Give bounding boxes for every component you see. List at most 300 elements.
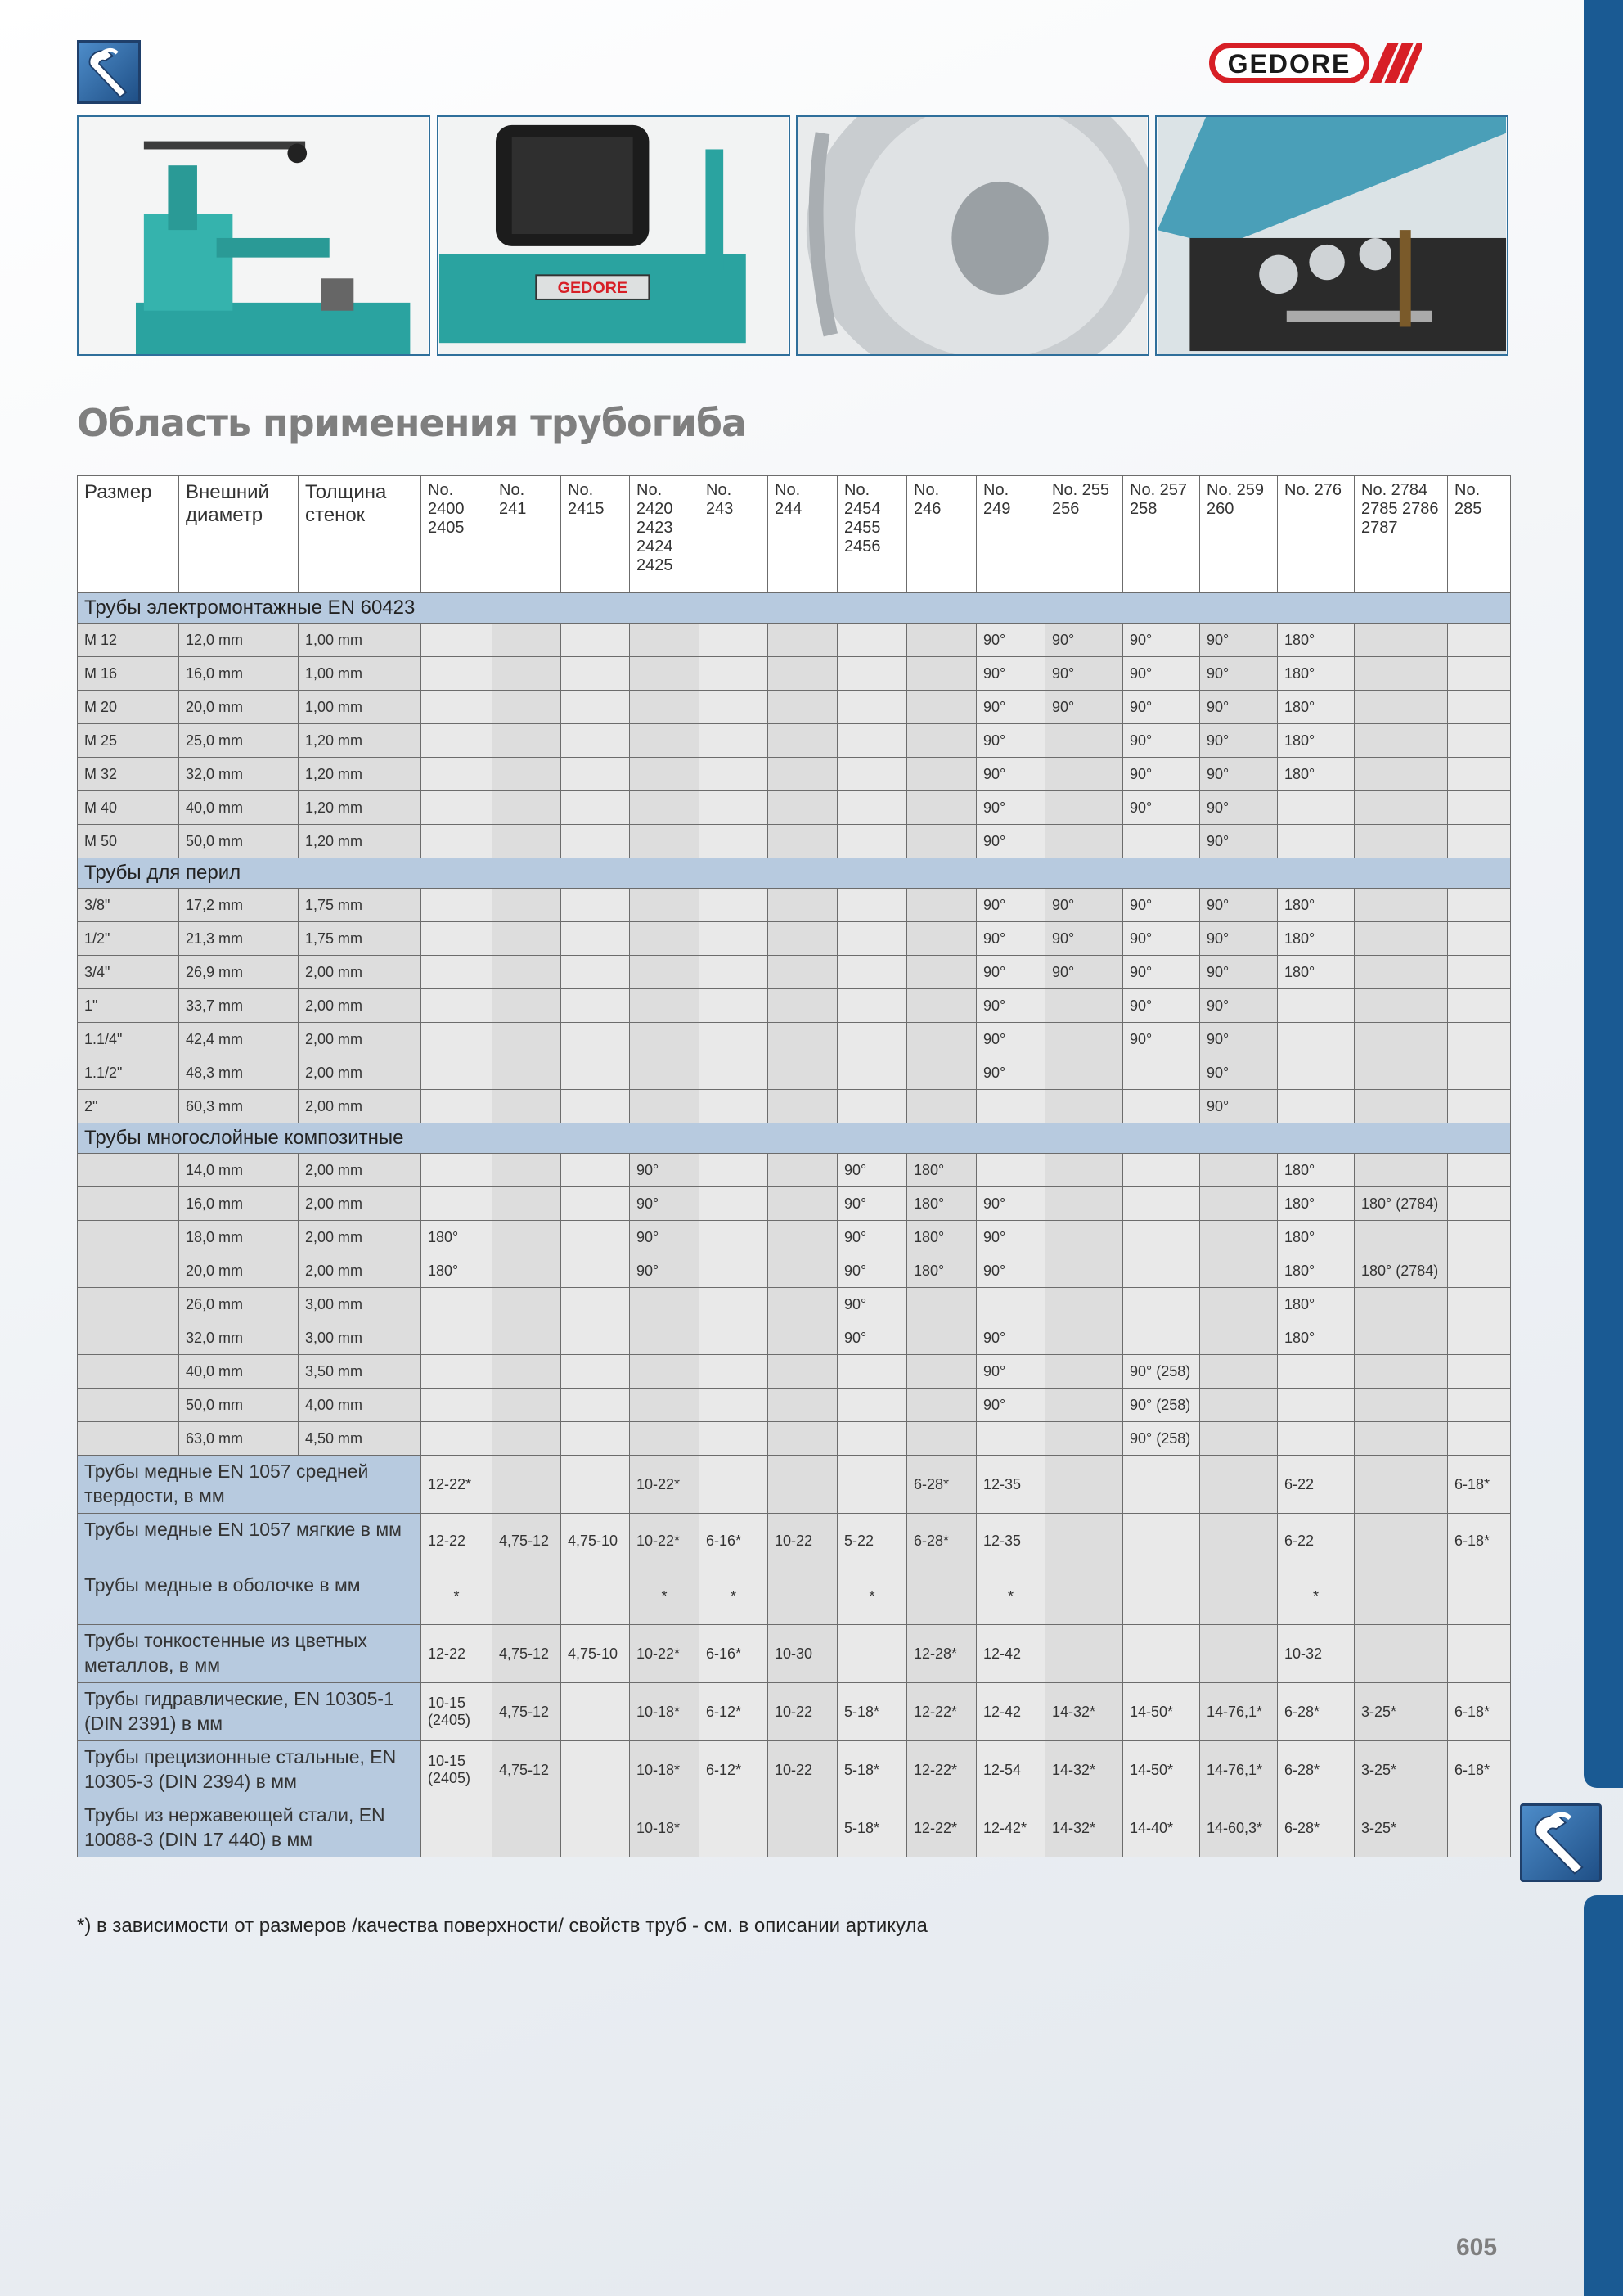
table-row — [78, 1254, 1511, 1288]
table-cell — [768, 657, 838, 691]
table-cell — [1448, 1288, 1511, 1321]
table-cell — [768, 691, 838, 724]
table-row — [78, 758, 1511, 791]
table-cell — [561, 889, 630, 922]
table-cell — [1448, 724, 1511, 758]
table-cell — [1123, 1625, 1200, 1683]
page-title: Область применения трубогиба — [77, 401, 746, 445]
table-cell — [1123, 1187, 1200, 1221]
table-cell: 20,0 mm — [179, 1254, 299, 1288]
table-cell — [699, 1799, 768, 1857]
table-cell — [421, 1154, 492, 1187]
table-cell: 10-22* — [630, 1625, 699, 1683]
table-cell: 90° (258) — [1123, 1389, 1200, 1422]
table-cell: 14,0 mm — [179, 1154, 299, 1187]
table-cell: 14-40* — [1123, 1799, 1200, 1857]
column-header: Толщина стенок — [299, 476, 421, 593]
table-cell: 3/8" — [78, 889, 179, 922]
table-cell: 180° — [907, 1187, 977, 1221]
table-cell — [561, 1683, 630, 1741]
table-cell: 1,00 mm — [299, 657, 421, 691]
table-cell — [699, 1355, 768, 1389]
table-cell: 90° — [977, 1056, 1045, 1090]
table-cell — [907, 624, 977, 657]
table-cell — [1355, 1056, 1448, 1090]
table-cell — [838, 1023, 907, 1056]
table-cell — [561, 1569, 630, 1625]
table-cell — [78, 1154, 179, 1187]
svg-text:GEDORE: GEDORE — [557, 279, 628, 298]
table-cell — [907, 1090, 977, 1123]
table-cell — [699, 1254, 768, 1288]
table-cell: 5-18* — [838, 1799, 907, 1857]
table-cell — [838, 922, 907, 956]
table-cell — [838, 889, 907, 922]
table-cell: 180° — [1278, 1288, 1355, 1321]
column-header: No. 285 — [1448, 476, 1511, 593]
table-cell — [1200, 1355, 1278, 1389]
table-cell: 90° — [977, 1254, 1045, 1288]
table-cell — [561, 691, 630, 724]
table-cell — [630, 1288, 699, 1321]
table-cell — [1448, 657, 1511, 691]
table-cell — [492, 1154, 561, 1187]
table-cell: 90° — [838, 1288, 907, 1321]
table-cell: 180° — [1278, 889, 1355, 922]
table-cell — [492, 1355, 561, 1389]
table-cell: 90° — [1200, 1056, 1278, 1090]
table-cell — [630, 956, 699, 989]
table-row — [78, 1221, 1511, 1254]
table-row — [78, 1288, 1511, 1321]
table-cell: 48,3 mm — [179, 1056, 299, 1090]
table-cell — [907, 1355, 977, 1389]
table-cell — [630, 624, 699, 657]
table-cell — [699, 791, 768, 825]
table-cell: 1/2" — [78, 922, 179, 956]
table-cell — [699, 1422, 768, 1456]
table-cell — [492, 825, 561, 858]
table-cell — [492, 1569, 561, 1625]
table-cell — [768, 1288, 838, 1321]
table-cell: 180° — [1278, 657, 1355, 691]
table-cell — [1045, 1321, 1123, 1355]
table-cell — [78, 1389, 179, 1422]
table-cell — [838, 724, 907, 758]
table-cell: 90° — [1123, 657, 1200, 691]
table-cell — [1355, 791, 1448, 825]
table-cell: 1.1/2" — [78, 1056, 179, 1090]
table-cell — [1278, 791, 1355, 825]
table-cell: 14-60,3* — [1200, 1799, 1278, 1857]
table-cell: 6-18* — [1448, 1683, 1511, 1741]
table-cell — [421, 1023, 492, 1056]
table-cell — [561, 1741, 630, 1799]
table-cell — [907, 1023, 977, 1056]
table-cell: 6-28* — [1278, 1683, 1355, 1741]
table-cell — [1123, 1090, 1200, 1123]
table-cell — [907, 1321, 977, 1355]
table-cell — [421, 825, 492, 858]
table-row — [78, 1422, 1511, 1456]
table-cell — [1278, 1422, 1355, 1456]
table-cell — [768, 1090, 838, 1123]
column-header: No. 2420 2423 2424 2425 — [630, 476, 699, 593]
table-cell: 14-76,1* — [1200, 1683, 1278, 1741]
table-cell — [907, 791, 977, 825]
column-header: Размер — [78, 476, 179, 593]
table-cell — [630, 1389, 699, 1422]
table-cell: 90° — [838, 1321, 907, 1355]
table-cell — [699, 1023, 768, 1056]
table-cell: 20,0 mm — [179, 691, 299, 724]
table-cell: 2,00 mm — [299, 1056, 421, 1090]
table-cell — [838, 825, 907, 858]
table-cell — [1448, 1154, 1511, 1187]
table-cell — [1278, 1090, 1355, 1123]
table-cell — [561, 1389, 630, 1422]
table-cell — [907, 1569, 977, 1625]
table-cell — [421, 1187, 492, 1221]
table-cell — [492, 1187, 561, 1221]
table-cell — [561, 624, 630, 657]
table-cell — [421, 1090, 492, 1123]
table-cell: * — [838, 1569, 907, 1625]
column-header: No. 244 — [768, 476, 838, 593]
table-cell: 3,50 mm — [299, 1355, 421, 1389]
table-cell — [838, 758, 907, 791]
table-cell — [977, 1288, 1045, 1321]
table-row — [78, 1321, 1511, 1355]
table-cell — [1355, 624, 1448, 657]
table-cell: 90° — [1200, 889, 1278, 922]
table-cell: 12-22 — [421, 1625, 492, 1683]
table-cell — [699, 956, 768, 989]
table-cell — [1045, 1422, 1123, 1456]
table-cell — [1123, 1056, 1200, 1090]
table-cell — [1355, 691, 1448, 724]
table-cell: 10-32 — [1278, 1625, 1355, 1683]
table-cell: 32,0 mm — [179, 1321, 299, 1355]
table-cell: 12-35 — [977, 1514, 1045, 1569]
table-cell — [1355, 1321, 1448, 1355]
table-cell: 90° — [977, 989, 1045, 1023]
table-cell — [1123, 825, 1200, 858]
table-cell — [492, 989, 561, 1023]
table-cell — [561, 1187, 630, 1221]
table-cell: 90° — [630, 1154, 699, 1187]
section-title: Трубы для перил — [78, 858, 1511, 889]
table-cell — [561, 1799, 630, 1857]
table-cell — [1200, 1288, 1278, 1321]
table-cell — [699, 1288, 768, 1321]
table-cell: 42,4 mm — [179, 1023, 299, 1056]
table-cell: 1,20 mm — [299, 825, 421, 858]
table-cell — [1200, 1422, 1278, 1456]
table-cell: 2,00 mm — [299, 956, 421, 989]
table-cell — [699, 624, 768, 657]
table-cell: 6-22 — [1278, 1514, 1355, 1569]
table-cell: 90° — [977, 791, 1045, 825]
table-cell: 90° — [1200, 1023, 1278, 1056]
footnote: *) в зависимости от размеров /качества поверхности/ свойств труб - см. в описании артикула — [77, 1915, 928, 1937]
table-cell — [1123, 1154, 1200, 1187]
table-cell — [768, 922, 838, 956]
table-cell — [1200, 1321, 1278, 1355]
table-cell: 2,00 mm — [299, 1090, 421, 1123]
table-cell — [1045, 825, 1123, 858]
table-cell: M 25 — [78, 724, 179, 758]
column-header: No. 241 — [492, 476, 561, 593]
table-cell — [421, 758, 492, 791]
column-header: No. 246 — [907, 476, 977, 593]
table-cell: 180° — [907, 1154, 977, 1187]
table-cell — [699, 1187, 768, 1221]
table-cell — [630, 1090, 699, 1123]
pipe-wrench-icon — [1520, 1803, 1602, 1882]
table-cell: 90° — [1045, 657, 1123, 691]
table-cell — [1448, 791, 1511, 825]
table-cell — [630, 1056, 699, 1090]
table-cell — [1355, 1221, 1448, 1254]
table-cell — [492, 1799, 561, 1857]
table-cell — [1278, 1056, 1355, 1090]
column-header: No. 2400 2405 — [421, 476, 492, 593]
table-cell — [699, 1389, 768, 1422]
table-cell: 2,00 mm — [299, 1221, 421, 1254]
table-cell — [1045, 1569, 1123, 1625]
table-cell: 90° — [1123, 624, 1200, 657]
table-cell — [1123, 1456, 1200, 1514]
table-cell — [977, 1154, 1045, 1187]
table-cell — [838, 1090, 907, 1123]
table-cell — [1200, 1569, 1278, 1625]
table-cell — [699, 758, 768, 791]
photo-manual-bender — [77, 115, 430, 356]
table-cell — [561, 1221, 630, 1254]
column-header: No. 2454 2455 2456 — [838, 476, 907, 593]
table-cell: M 50 — [78, 825, 179, 858]
material-label: Трубы из нержавеющей стали, EN 10088-3 (DIN 17 440) в мм — [78, 1799, 421, 1857]
table-cell: 1,75 mm — [299, 922, 421, 956]
table-cell — [1448, 1056, 1511, 1090]
table-cell — [1448, 1422, 1511, 1456]
table-cell — [1448, 1254, 1511, 1288]
table-cell: 4,75-12 — [492, 1514, 561, 1569]
table-cell: 90° — [1045, 624, 1123, 657]
table-cell: 90° — [977, 1023, 1045, 1056]
table-cell — [1045, 1389, 1123, 1422]
table-cell: 6-18* — [1448, 1741, 1511, 1799]
table-cell — [492, 624, 561, 657]
table-cell — [561, 1422, 630, 1456]
table-cell: 2,00 mm — [299, 1187, 421, 1221]
column-header: No. 259 260 — [1200, 476, 1278, 593]
material-row — [78, 1514, 1511, 1569]
table-cell — [768, 1154, 838, 1187]
svg-text:GEDORE: GEDORE — [1227, 49, 1351, 79]
table-cell: 90° — [1123, 791, 1200, 825]
table-cell — [838, 1422, 907, 1456]
table-cell — [630, 989, 699, 1023]
table-cell: 4,75-12 — [492, 1683, 561, 1741]
table-cell: 6-22 — [1278, 1456, 1355, 1514]
table-cell — [1045, 791, 1123, 825]
table-cell — [421, 956, 492, 989]
table-cell — [1355, 1355, 1448, 1389]
table-cell — [768, 791, 838, 825]
table-cell — [78, 1221, 179, 1254]
table-cell: 90° — [977, 1187, 1045, 1221]
table-cell: 90° — [838, 1221, 907, 1254]
table-cell: 90° — [1200, 691, 1278, 724]
table-cell — [630, 791, 699, 825]
table-cell — [699, 657, 768, 691]
table-row — [78, 791, 1511, 825]
table-row — [78, 956, 1511, 989]
table-cell: 180° — [1278, 624, 1355, 657]
table-cell: 12-35 — [977, 1456, 1045, 1514]
table-cell: 1,75 mm — [299, 889, 421, 922]
table-cell — [1278, 1355, 1355, 1389]
table-cell: 10-18* — [630, 1683, 699, 1741]
table-cell — [1448, 922, 1511, 956]
table-cell — [699, 989, 768, 1023]
table-cell — [838, 1456, 907, 1514]
table-cell — [421, 1389, 492, 1422]
table-row — [78, 624, 1511, 657]
table-cell — [768, 1321, 838, 1355]
table-cell — [768, 1456, 838, 1514]
table-cell: 18,0 mm — [179, 1221, 299, 1254]
table-cell — [421, 624, 492, 657]
table-cell: M 40 — [78, 791, 179, 825]
table-cell — [1355, 1090, 1448, 1123]
table-cell — [1045, 1288, 1123, 1321]
table-cell — [1123, 1288, 1200, 1321]
table-cell — [1355, 1389, 1448, 1422]
table-cell: 6-28* — [1278, 1799, 1355, 1857]
table-cell — [421, 989, 492, 1023]
material-label: Трубы медные EN 1057 средней твердости, в мм — [78, 1456, 421, 1514]
table-cell — [1200, 1625, 1278, 1683]
table-cell: 180° — [1278, 956, 1355, 989]
material-label: Трубы прецизионные стальные, EN 10305-3 (DIN 2394) в мм — [78, 1741, 421, 1799]
table-cell — [838, 691, 907, 724]
table-cell: 3/4" — [78, 956, 179, 989]
table-cell: 10-22 — [768, 1514, 838, 1569]
table-cell: 6-28* — [907, 1456, 977, 1514]
table-cell — [699, 1056, 768, 1090]
table-cell: 1,00 mm — [299, 624, 421, 657]
table-cell: 90° — [977, 1221, 1045, 1254]
table-cell: 180° (2784) — [1355, 1187, 1448, 1221]
table-cell — [561, 1288, 630, 1321]
table-cell — [421, 1288, 492, 1321]
table-cell: 10-22* — [630, 1456, 699, 1514]
table-cell: 90° — [838, 1154, 907, 1187]
table-cell — [421, 691, 492, 724]
table-cell: 12-42* — [977, 1799, 1045, 1857]
table-cell: 90° — [1123, 989, 1200, 1023]
table-cell — [1448, 1321, 1511, 1355]
table-cell — [492, 1254, 561, 1288]
table-cell: 90° — [1200, 989, 1278, 1023]
photo-tool-case — [1155, 115, 1508, 356]
table-cell — [630, 825, 699, 858]
table-cell — [838, 1389, 907, 1422]
table-cell: 90° — [1200, 758, 1278, 791]
table-cell — [561, 657, 630, 691]
table-cell — [1448, 1799, 1511, 1857]
table-cell: 90° — [1123, 956, 1200, 989]
table-cell — [768, 1254, 838, 1288]
table-cell — [1123, 1321, 1200, 1355]
table-cell — [1355, 1154, 1448, 1187]
table-cell: 50,0 mm — [179, 1389, 299, 1422]
table-cell — [1355, 825, 1448, 858]
table-cell: 90° — [1123, 889, 1200, 922]
table-cell — [1045, 1023, 1123, 1056]
table-cell: 90° (258) — [1123, 1355, 1200, 1389]
table-cell — [1355, 1023, 1448, 1056]
table-cell: 90° — [630, 1221, 699, 1254]
table-cell — [1448, 1389, 1511, 1422]
table-cell — [907, 825, 977, 858]
table-cell: 90° (258) — [1123, 1422, 1200, 1456]
table-cell: 12-22* — [907, 1741, 977, 1799]
table-cell — [768, 1389, 838, 1422]
table-cell: 3,00 mm — [299, 1288, 421, 1321]
table-cell: 90° — [838, 1254, 907, 1288]
table-cell: 3-25* — [1355, 1741, 1448, 1799]
table-cell — [768, 724, 838, 758]
table-cell: 90° — [1123, 724, 1200, 758]
table-cell: 6-28* — [1278, 1741, 1355, 1799]
table-cell: 2,00 mm — [299, 1023, 421, 1056]
bending-range-table — [77, 475, 1511, 1857]
table-cell — [1448, 889, 1511, 922]
table-cell — [1448, 1023, 1511, 1056]
table-cell: 2,00 mm — [299, 989, 421, 1023]
side-tab-top — [1584, 0, 1623, 1788]
table-row — [78, 825, 1511, 858]
column-header: No. 257 258 — [1123, 476, 1200, 593]
table-cell — [492, 691, 561, 724]
table-cell — [492, 1456, 561, 1514]
table-cell — [1045, 1187, 1123, 1221]
table-cell: 4,00 mm — [299, 1389, 421, 1422]
table-cell — [561, 825, 630, 858]
table-cell — [492, 657, 561, 691]
table-cell — [561, 1090, 630, 1123]
table-cell — [907, 691, 977, 724]
table-cell: 14-32* — [1045, 1683, 1123, 1741]
photo-bending-former — [796, 115, 1149, 356]
table-cell — [768, 1023, 838, 1056]
material-row — [78, 1683, 1511, 1741]
table-cell: 4,75-10 — [561, 1514, 630, 1569]
table-cell — [977, 1090, 1045, 1123]
table-cell — [1200, 1254, 1278, 1288]
table-cell — [699, 825, 768, 858]
table-cell — [1045, 1056, 1123, 1090]
table-cell: 1,00 mm — [299, 691, 421, 724]
table-cell: 6-28* — [907, 1514, 977, 1569]
table-cell — [768, 1422, 838, 1456]
material-label: Трубы медные в оболочке в мм — [78, 1569, 421, 1625]
column-header: No. 2415 — [561, 476, 630, 593]
